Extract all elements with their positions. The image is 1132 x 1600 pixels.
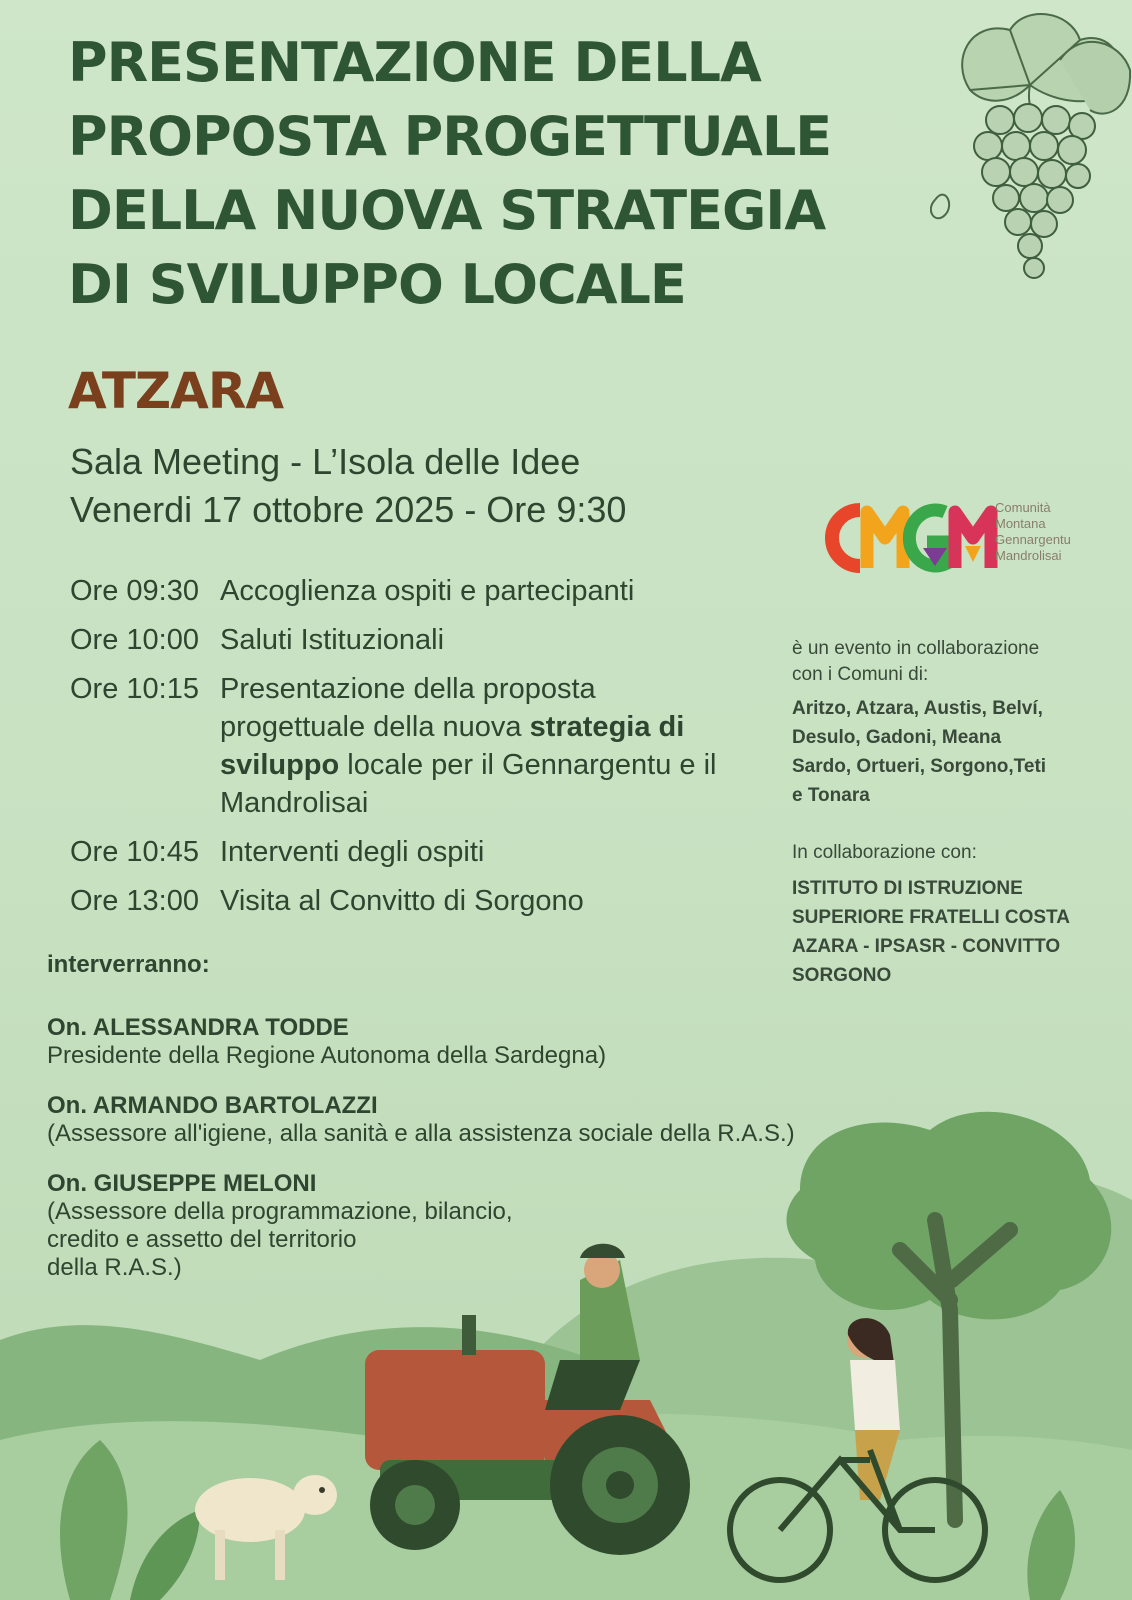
speaker-role: (Assessore all'igiene, alla sanità e alla assistenza sociale della R.A.S.) [47,1120,795,1147]
program-time: Ore 10:45 [70,836,199,868]
title-line: PRESENTAZIONE DELLA [68,31,761,94]
speaker-name: On. ARMANDO BARTOLAZZI [47,1092,378,1119]
program-text-highlight: strategia di sviluppo [220,711,685,781]
program-time: Ore 10:15 [70,673,199,705]
farmer-icon [545,1244,640,1410]
program-text: locale per il Gennargentu e il Mandrolisai [220,749,717,819]
speaker-name: On. GIUSEPPE MELONI [47,1170,317,1197]
collab-with-label: In collaborazione con: [792,842,977,863]
event-title [68,26,948,322]
collab-institute: ISTITUTO DI ISTRUZIONE SUPERIORE FRATELLI COSTA AZARA - IPSASR - CONVITTO SORGONO [792,878,1070,986]
program-text: Presentazione della proposta progettuale della nuova [220,673,596,743]
program-text-rich [220,670,720,822]
program-time: Ore 09:30 [70,575,199,607]
collab-towns: Aritzo, Atzara, Austis, Belví, Desulo, Gadoni, Meana Sardo, Ortueri, Sorgono,Teti e Tonara [792,698,1047,806]
logo-wordmark [995,500,1071,564]
program-text: Accoglienza ospiti e partecipanti [220,575,635,607]
title-line: PROPOSTA PROGETTUALE [68,105,832,168]
logo-line: Montana [995,516,1046,531]
program-item [70,670,750,822]
venue-place: Sala Meeting - L’Isola delle Idee [70,441,581,482]
program-item [70,621,750,659]
title-line: DELLA NUOVA STRATEGIA [68,179,826,242]
logo-line: Gennargentu [995,532,1071,547]
collab-intro: è un evento in collaborazione con i Comuni di: [792,638,1040,685]
title-line: DI SVILUPPO LOCALE [68,253,686,316]
countryside-illustration [0,1110,1132,1600]
program-text: Saluti Istituzionali [220,624,445,656]
program-time: Ore 13:00 [70,885,199,917]
collaboration-panel [792,636,1112,990]
speaker-role: (Assessore della programmazione, bilancio, credito e assetto del territorio della R.A.S.) [47,1198,513,1281]
grapes-icon [930,0,1132,285]
program-text: Visita al Convitto di Sorgono [220,885,584,917]
venue-info [70,438,626,534]
program-text: Interventi degli ospiti [220,836,485,868]
venue-date: Venerdi 17 ottobre 2025 - Ore 9:30 [70,489,627,530]
program-item [70,833,750,871]
logo-line: Mandrolisai [995,548,1062,563]
speaker-role: Presidente della Regione Autonoma della Sardegna) [47,1042,607,1069]
speaker-item [47,1014,927,1070]
town-name: ATZARA [68,362,284,420]
logo-line: Comunità [995,500,1051,515]
program-list [70,572,750,931]
program-time: Ore 10:00 [70,624,199,656]
speakers-heading: interverranno: [47,951,210,978]
speaker-name: On. ALESSANDRA TODDE [47,1014,349,1041]
program-item [70,882,750,920]
program-item [70,572,750,610]
